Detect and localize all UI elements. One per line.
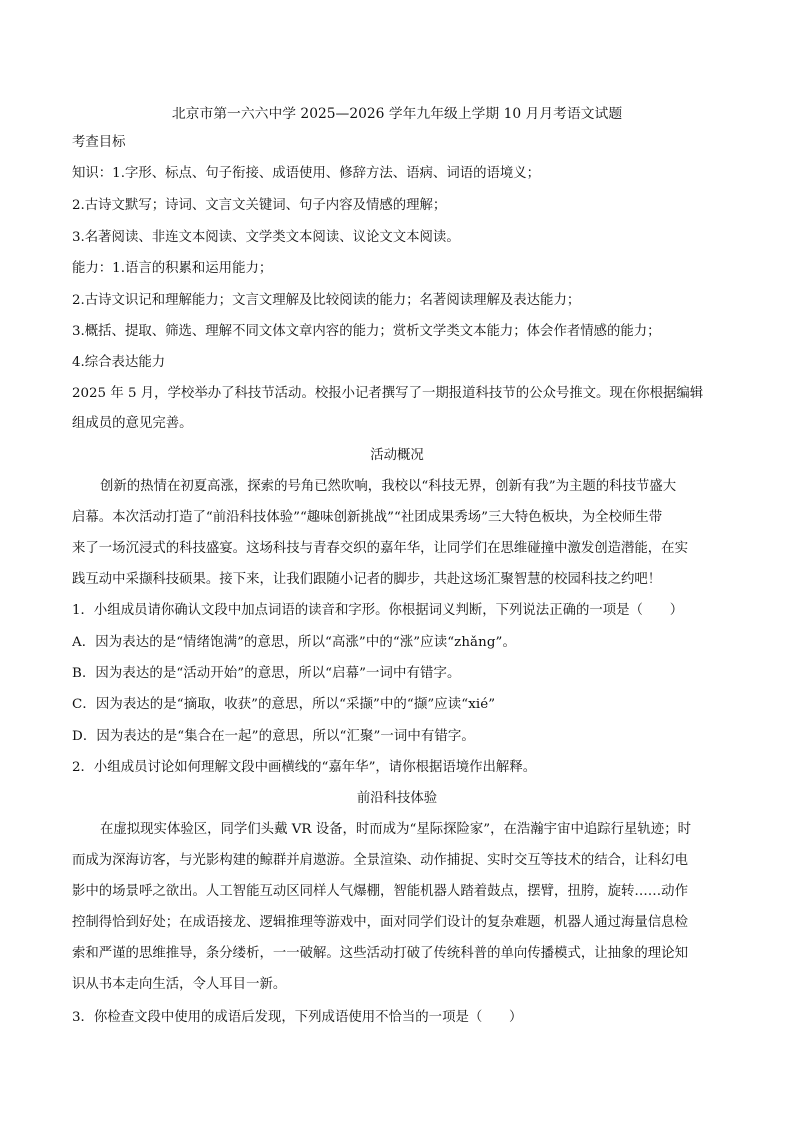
question-option: B．因为表达的是“活动开始”的意思，所以“启幕”一词中有错字。 [72, 666, 461, 681]
objective-line: 3.名著阅读、非连文本阅读、文学类文本阅读、议论文文本阅读。 [72, 230, 460, 245]
paragraph-line: 来了一场沉浸式的科技盛宴。这场科技与青春交织的嘉年华，让同学们在思维碰撞中激发创造潜能，在实 [72, 541, 688, 556]
intro-line: 2025 年 5 月，学校举办了科技节活动。校报小记者撰写了一期报道科技节的公众号推文。现在你根据编辑 [72, 386, 704, 401]
paragraph-line: 在虚拟现实体验区，同学们头戴 VR 设备，时而成为“星际探险家”，在浩瀚宇宙中追踪行星轨迹；时 [100, 822, 691, 837]
objective-line: 4.综合表达能力 [72, 355, 166, 370]
paragraph-line: 控制得恰到好处；在成语接龙、逻辑推理等游戏中，面对同学们设计的复杂难题，机器人通过海量信息检 [72, 915, 688, 930]
objective-line: 知识：1.字形、标点、句子衔接、成语使用、修辞方法、语病、词语的语境义； [72, 166, 541, 181]
question-1: 1．小组成员请你确认文段中加点词语的读音和字形。你根据词义判断，下列说法正确的一项是（ ） [72, 603, 684, 618]
objectives-heading: 考查目标 [72, 135, 126, 150]
objective-line: 2.古诗文识记和理解能力；文言文理解及比较阅读的能力；名著阅读理解及表达能力； [72, 293, 581, 308]
paragraph-line: 索和严谨的思维推导，条分缕析，一一破解。这些活动打破了传统科普的单向传播模式，让抽象的理论知 [72, 946, 688, 961]
exam-title: 北京市第一六六中学 2025—2026 学年九年级上学期 10 月月考语文试题 [171, 106, 623, 122]
paragraph-line: 践互动中采撷科技硕果。接下来，让我们跟随小记者的脚步，共赴这场汇聚智慧的校园科技之约吧！ [72, 572, 662, 587]
section-heading: 活动概况 [370, 448, 424, 463]
section-heading: 前沿科技体验 [356, 791, 438, 806]
paragraph-line: 识从书本走向生活，令人耳目一新。 [72, 977, 287, 992]
objective-line: 2.古诗文默写；诗词、文言文关键词、句子内容及情感的理解； [72, 198, 447, 213]
question-option: C．因为表达的是“摘取，收获”的意思，所以“采撷”中的“撷”应读“xié” [72, 697, 496, 712]
paragraph-line: 创新的热情在初夏高涨，探索的号角已然吹响，我校以“科技无界，创新有我”为主题的科技节盛大 [100, 479, 677, 494]
paragraph-line: 启幕。本次活动打造了“前沿科技体验”“趣味创新挑战”“社团成果秀场”三大特色板块，为全校师生带 [72, 510, 663, 525]
paragraph-line: 而成为深海访客，与光影构建的鲸群并肩遨游。全景渲染、动作捕捉、实时交互等技术的结合，让科幻电 [72, 853, 688, 868]
question-3: 3．你检查文段中使用的成语后发现，下列成语使用不恰当的一项是（ ） [72, 1010, 523, 1025]
question-option: D．因为表达的是“集合在一起”的意思，所以“汇聚”一词中有错字。 [72, 729, 475, 744]
intro-line: 组成员的意见完善。 [72, 416, 193, 431]
objective-line: 能力：1.语言的积累和运用能力； [72, 261, 273, 276]
question-2: 2．小组成员讨论如何理解文段中画横线的“嘉年华”，请你根据语境作出解释。 [72, 760, 537, 775]
question-option: A．因为表达的是“情绪饱满”的意思，所以“高涨”中的“涨”应读“zhǎng”。 [72, 635, 516, 650]
paragraph-line: 影中的场景呼之欲出。人工智能互动区同样人气爆棚，智能机器人踏着鼓点，摆臂，扭胯，旋转……动作 [72, 884, 688, 899]
objective-line: 3.概括、提取、筛选、理解不同文体文章内容的能力；赏析文学类文本能力；体会作者情感的能力； [72, 324, 661, 339]
